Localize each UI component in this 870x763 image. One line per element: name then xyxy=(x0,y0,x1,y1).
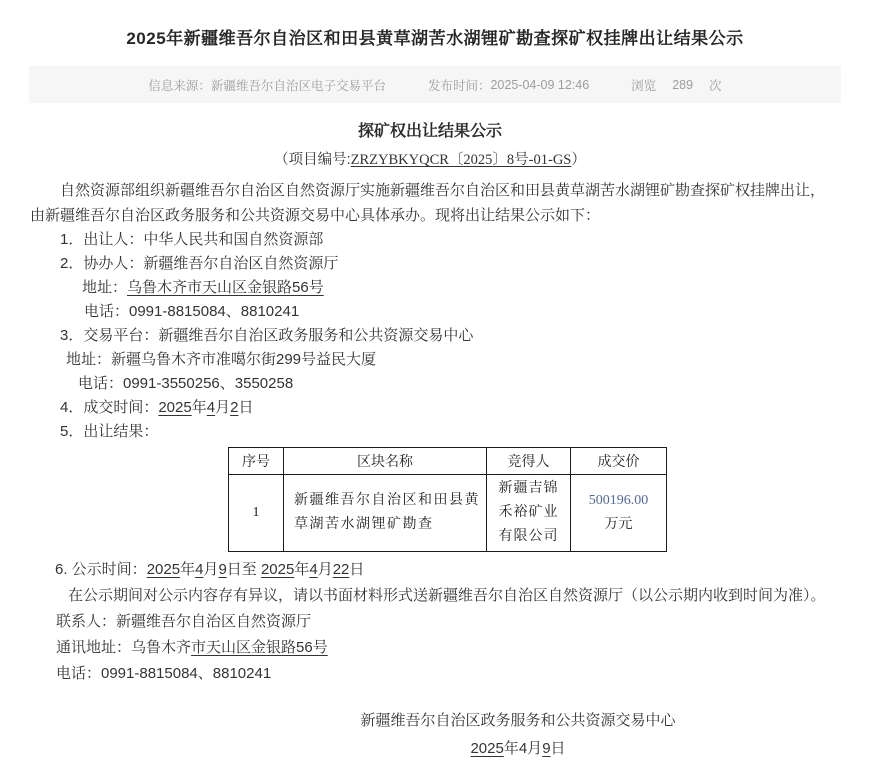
item-6-label: 6. 公示时间： xyxy=(55,561,147,578)
footer-organization: 新疆维吾尔自治区政务服务和公共资源交易中心 xyxy=(360,712,676,729)
period-start-year: 2025 xyxy=(146,561,181,578)
deal-date-day-suffix: 日 xyxy=(238,399,254,416)
period-end-day-suffix: 日 xyxy=(349,561,365,578)
document-heading: 探矿权出让结果公示 xyxy=(357,123,502,140)
meta-source xyxy=(148,76,386,94)
meta-time-label: 发布时间： xyxy=(427,78,491,93)
page-title: 2025年新疆维吾尔自治区和田县黄草湖苦水湖锂矿勘查探矿权挂牌出让结果公示 xyxy=(126,29,744,48)
cell-serial-no: 1 xyxy=(229,475,284,552)
item-3-phone: 电话：0991-3550256、3550258 xyxy=(78,375,294,392)
result-table-header-row xyxy=(229,448,667,475)
footer-date-year-suffix: 年 xyxy=(503,740,519,757)
meta-views-count: 289 xyxy=(672,77,694,92)
project-number-line xyxy=(30,148,830,169)
item-6-publicity-period xyxy=(30,557,830,583)
price-amount: 500196.00 xyxy=(588,493,649,508)
footer-date-month: 4 xyxy=(518,740,528,757)
item-2-phone: 电话：0991-8815084、8810241 xyxy=(84,303,300,320)
mailing-address-prefix: 通讯地址：乌鲁木齐 xyxy=(56,639,192,656)
cell-winner: 新疆吉锦禾裕矿业有限公司 xyxy=(487,475,571,552)
footer-date-month-suffix: 月 xyxy=(527,740,543,757)
meta-views-unit: 次 xyxy=(709,78,722,93)
meta-bar xyxy=(29,66,841,103)
document-body xyxy=(0,118,870,687)
period-end-year-suffix: 年 xyxy=(294,561,310,578)
footer-date-day: 9 xyxy=(542,740,551,757)
meta-source-label: 信息来源： xyxy=(148,78,211,93)
table-row xyxy=(229,475,667,552)
footer-date xyxy=(166,735,870,763)
deal-date-month: 4 xyxy=(206,399,216,416)
header-cell-price: 成交价 xyxy=(571,448,667,475)
meta-views xyxy=(631,76,721,94)
period-start-day: 9 xyxy=(218,561,227,578)
item-1-transferor: 1．出让人：中华人民共和国自然资源部 xyxy=(60,231,324,248)
project-number-code: ZRZYBKYQCR〔2025〕8号-01-GS xyxy=(350,152,572,168)
meta-source-value: 新疆维吾尔自治区电子交易平台 xyxy=(210,78,386,93)
item-3-address: 地址：新疆乌鲁木齐市准噶尔街299号益民大厦 xyxy=(66,351,377,368)
cell-price xyxy=(571,475,667,552)
header-cell-winner: 竞得人 xyxy=(487,448,571,475)
period-to-text: 日至 xyxy=(226,561,261,578)
item-2-address-label: 地址： xyxy=(82,279,128,296)
period-end-year: 2025 xyxy=(260,561,295,578)
meta-views-label: 浏览 xyxy=(631,78,657,93)
project-number-prefix: （项目编号: xyxy=(274,152,351,168)
period-end-month-suffix: 月 xyxy=(317,561,333,578)
period-end-day: 22 xyxy=(332,561,350,578)
footer-date-day-suffix: 日 xyxy=(550,740,566,757)
document-footer xyxy=(0,707,870,763)
project-number-suffix: ） xyxy=(571,152,586,168)
deal-date-year-suffix: 年 xyxy=(191,399,207,416)
header-cell-no: 序号 xyxy=(229,448,284,475)
mailing-address-underlined: 市天山区金银路56号 xyxy=(191,639,328,656)
period-end-month: 4 xyxy=(309,561,318,578)
item-3-trading-platform: 3．交易平台：新疆维吾尔自治区政务服务和公共资源交易中心 xyxy=(60,327,474,344)
period-start-year-suffix: 年 xyxy=(180,561,196,578)
header-cell-block-name: 区块名称 xyxy=(284,448,487,475)
item-4-deal-date xyxy=(30,396,830,420)
contact-phone: 电话：0991-8815084、8810241 xyxy=(56,665,272,682)
result-table xyxy=(228,447,667,552)
mailing-address xyxy=(30,635,830,661)
deal-date-day: 2 xyxy=(230,399,239,416)
item-4-label: 4．成交时间： xyxy=(60,399,159,416)
deal-date-year: 2025 xyxy=(158,399,192,416)
period-start-month: 4 xyxy=(195,561,204,578)
deal-date-month-suffix: 月 xyxy=(215,399,231,416)
item-2-address xyxy=(30,276,830,300)
cell-block-name: 新疆维吾尔自治区和田县黄草湖苦水湖锂矿勘查 xyxy=(284,475,487,552)
item-2-address-value: 乌鲁木齐市天山区金银路56号 xyxy=(127,279,324,296)
intro-paragraph: 自然资源部组织新疆维吾尔自治区自然资源厅实施新疆维吾尔自治区和田县黄草湖苦水湖锂矿勘查探矿权挂牌出让，由新疆维吾尔自治区政务服务和公共资源交易中心具体承办。现将出让结果公示如下： xyxy=(30,182,826,224)
price-unit: 万元 xyxy=(604,517,633,532)
period-start-month-suffix: 月 xyxy=(203,561,219,578)
objection-notice: 在公示期间对公示内容存有异议，请以书面材料形式送新疆维吾尔自治区自然资源厅（以公示期内收到时间为准）。 xyxy=(68,587,826,604)
meta-time-value: 2025-04-09 12:46 xyxy=(490,77,590,92)
meta-publish-time xyxy=(428,76,589,94)
contact-person: 联系人：新疆维吾尔自治区自然资源厅 xyxy=(56,613,312,630)
item-2-co-organizer: 2．协办人：新疆维吾尔自治区自然资源厅 xyxy=(60,255,339,272)
item-5-result-label: 5．出让结果： xyxy=(60,423,159,440)
footer-date-year: 2025 xyxy=(470,740,504,757)
